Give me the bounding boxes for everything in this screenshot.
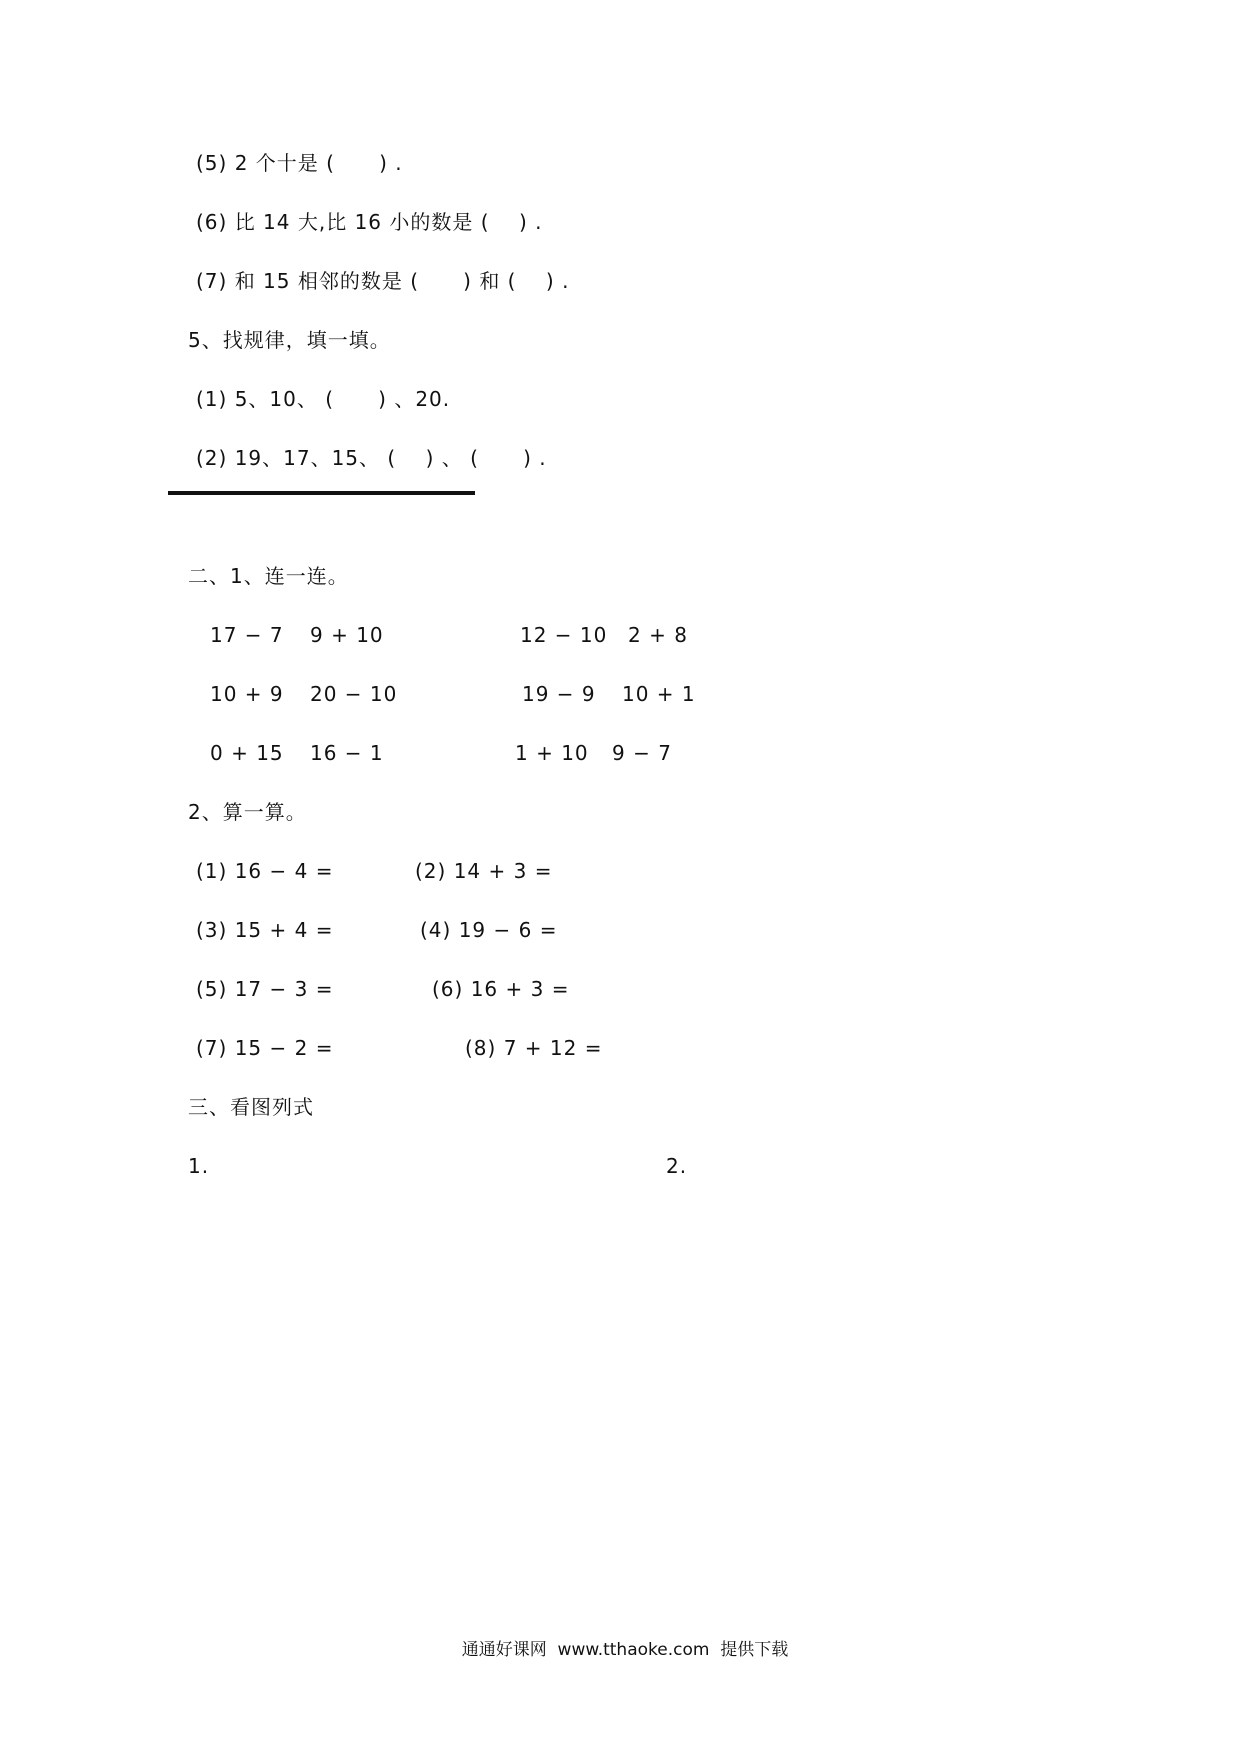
question-5: (5) 2 个十是 ( ) . xyxy=(196,151,403,175)
calc-item: (5) 17 − 3 = xyxy=(196,977,334,1001)
pattern-1: (1) 5、10、 ( ) 、20. xyxy=(196,387,451,411)
question-6: (6) 比 14 大,比 16 小的数是 ( ) . xyxy=(196,210,543,234)
connect-item: 16 − 1 xyxy=(310,741,384,765)
connect-item: 12 − 10 xyxy=(520,623,608,647)
calc-item: (4) 19 − 6 = xyxy=(420,918,558,942)
connect-item: 0 + 15 xyxy=(210,741,284,765)
connect-item: 17 − 7 xyxy=(210,623,284,647)
calc-item: (7) 15 − 2 = xyxy=(196,1036,334,1060)
connect-item: 2 + 8 xyxy=(628,623,688,647)
picture-problem-2-label: 2. xyxy=(666,1154,688,1178)
connect-item: 9 + 10 xyxy=(310,623,384,647)
connect-item: 19 − 9 xyxy=(522,682,596,706)
connect-item: 1 + 10 xyxy=(515,741,589,765)
pattern-2: (2) 19、17、15、 ( ) 、 ( ) . xyxy=(196,446,547,470)
section-three-heading: 三、看图列式 xyxy=(188,1095,314,1119)
picture-problem-1-label: 1. xyxy=(188,1154,210,1178)
page-footer: 通通好课网 www.tthaoke.com 提供下载 xyxy=(461,1640,789,1660)
calc-item: (2) 14 + 3 = xyxy=(415,859,553,883)
section-divider xyxy=(168,491,475,495)
connect-item: 10 + 1 xyxy=(622,682,696,706)
section-5-heading: 5、找规律，填一填。 xyxy=(188,328,391,352)
calc-item: (6) 16 + 3 = xyxy=(432,977,570,1001)
connect-item: 9 − 7 xyxy=(612,741,672,765)
connect-item: 10 + 9 xyxy=(210,682,284,706)
calc-item: (3) 15 + 4 = xyxy=(196,918,334,942)
section-two-heading: 二、1、连一连。 xyxy=(188,564,349,588)
connect-item: 20 − 10 xyxy=(310,682,398,706)
calc-heading: 2、算一算。 xyxy=(188,800,307,824)
calc-item: (1) 16 − 4 = xyxy=(196,859,334,883)
question-7: (7) 和 15 相邻的数是 ( ) 和 ( ) . xyxy=(196,269,570,293)
calc-item: (8) 7 + 12 = xyxy=(465,1036,603,1060)
